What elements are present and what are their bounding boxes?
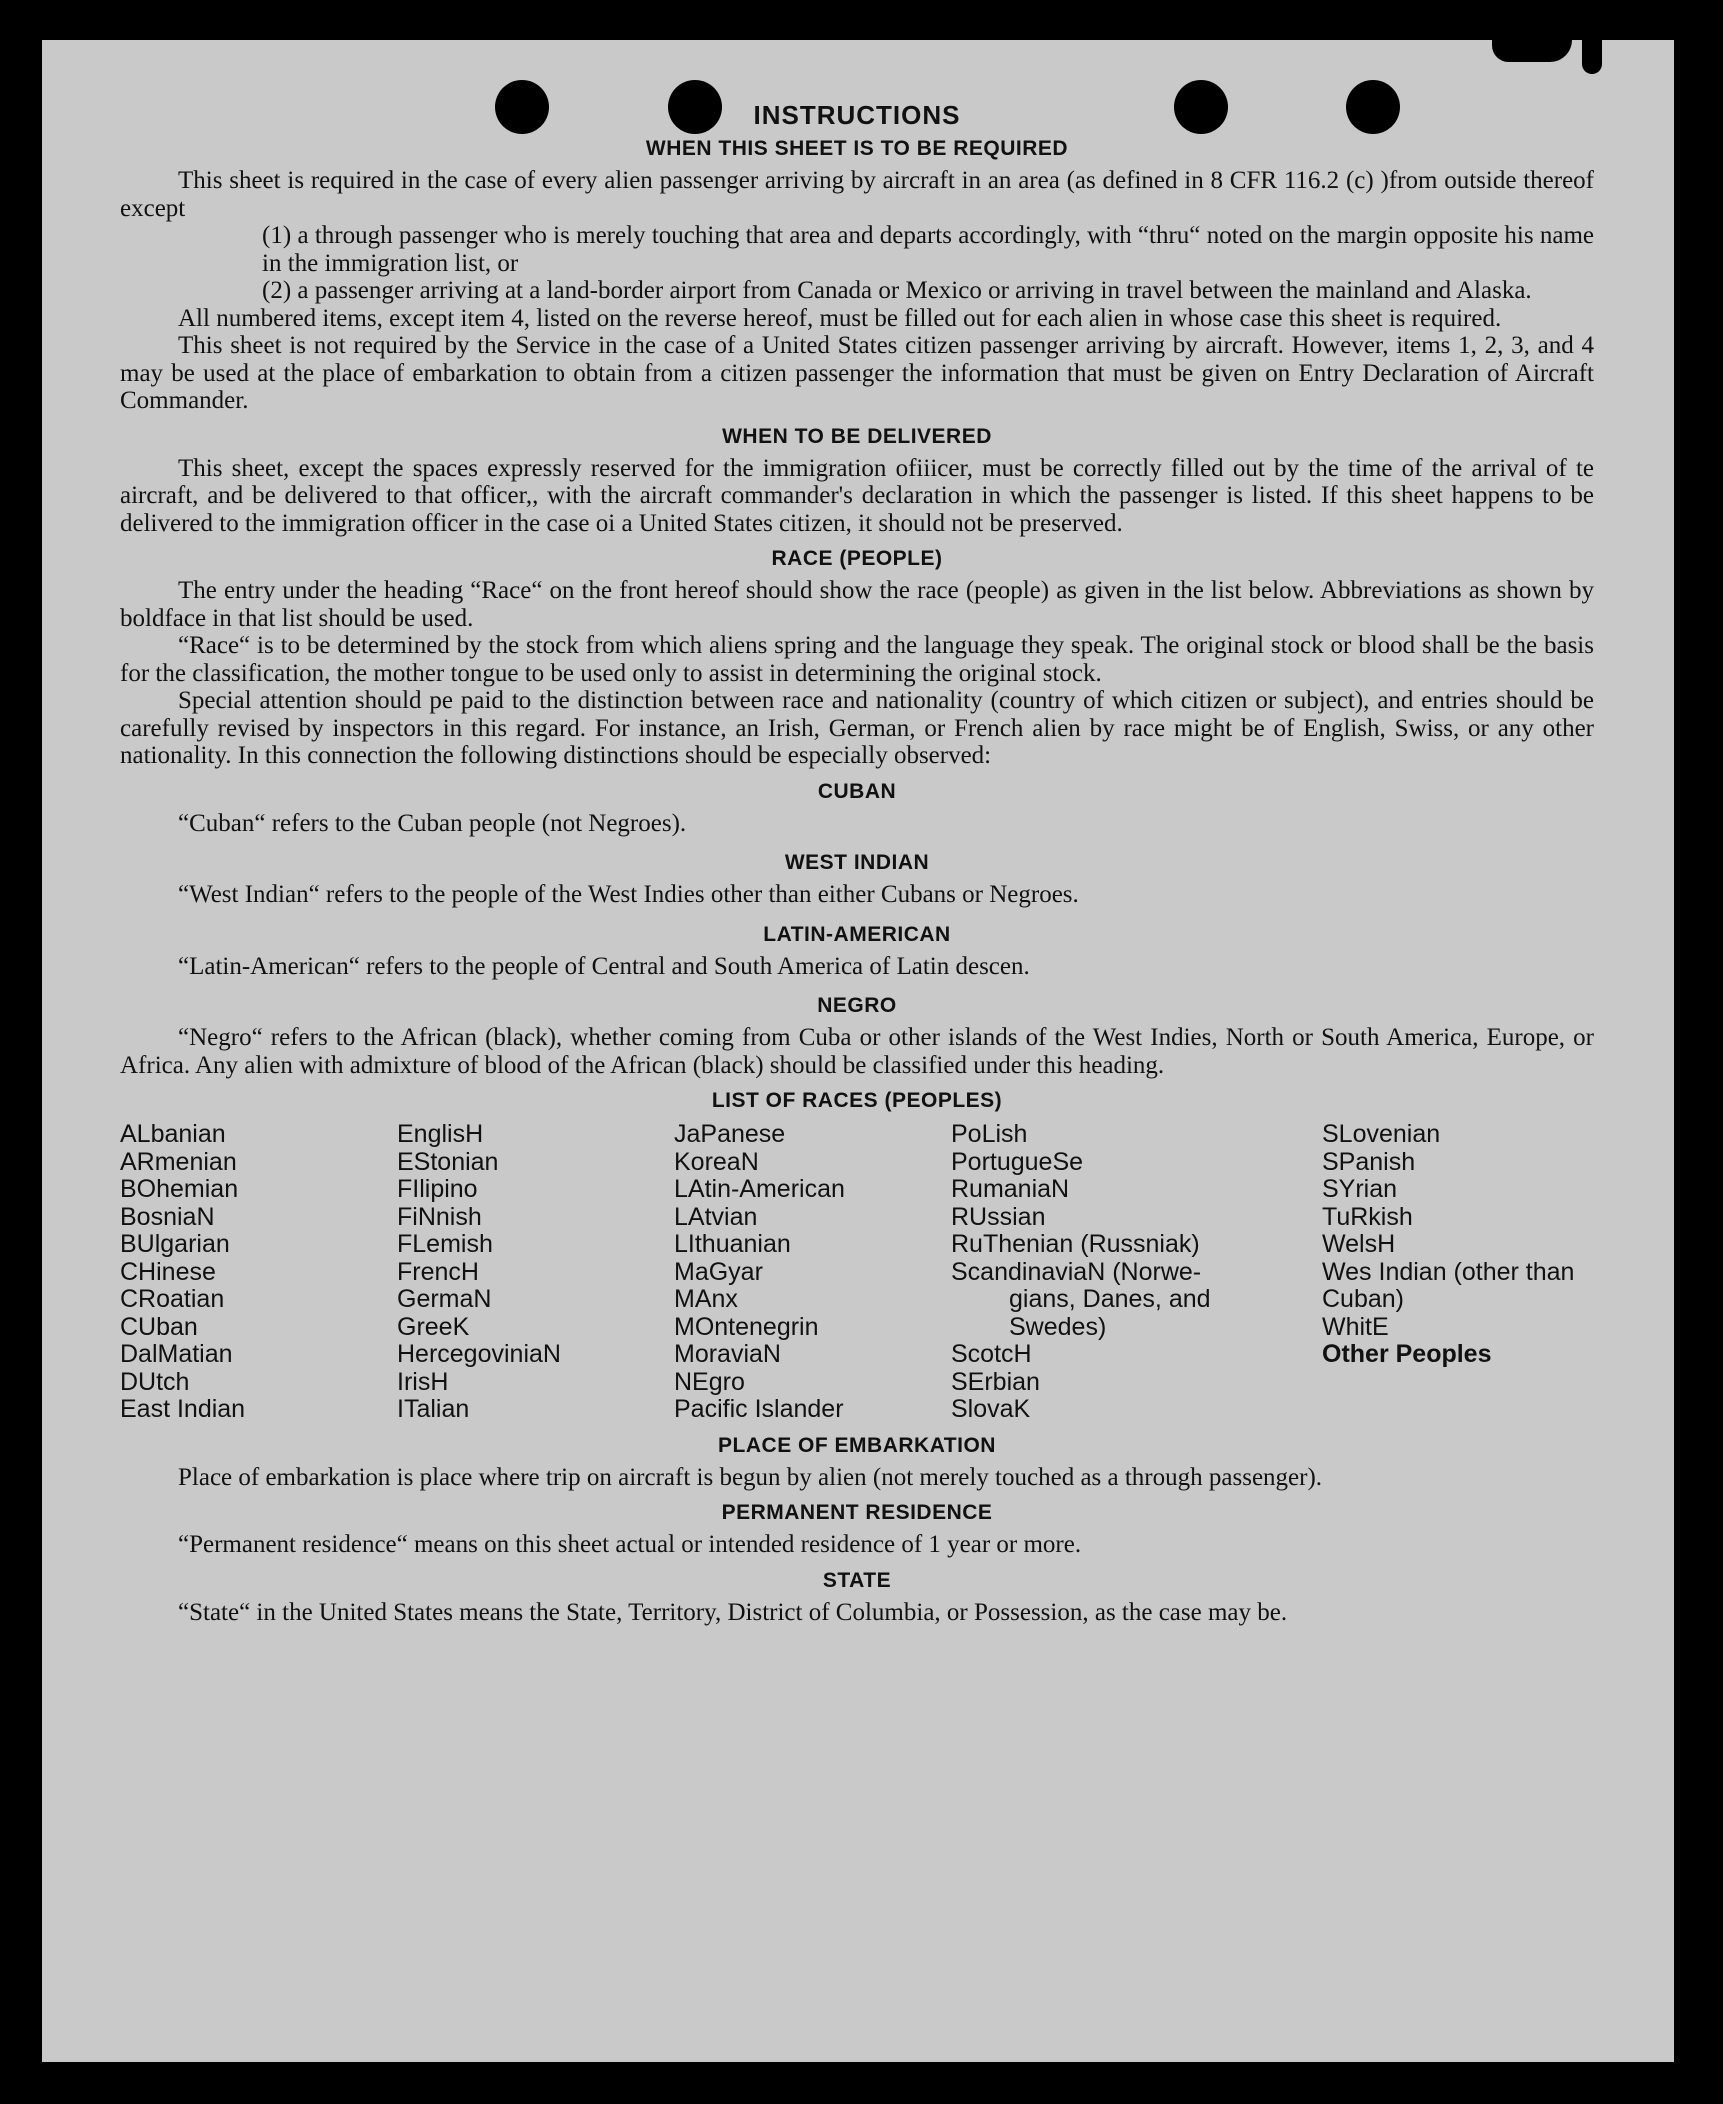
race-item: RumaniaN	[951, 1175, 1070, 1203]
heading-west-indian: WEST INDIAN	[784, 851, 930, 874]
heading-when-required: WHEN THIS SHEET IS TO BE REQUIRED	[645, 137, 1069, 160]
heading-embarkation: PLACE OF EMBARKATION	[718, 1433, 996, 1457]
race-item: ITalian	[397, 1395, 470, 1423]
heading-negro: NEGRO	[817, 994, 897, 1017]
race-item: GreeK	[397, 1312, 470, 1341]
race-item: FiNnish	[397, 1202, 482, 1231]
race-item: FrencH	[397, 1257, 479, 1286]
paragraph-when-delivered: This sheet, except the spaces expressly reserved for the immigration ofiiicer, must be correctly filled out by the time of the arrival of te aircraft, and be delivered to that officer,, with the aircraft commander's declaration in which the passenger is listed. If this sheet happens to be delivered to the immigration officer in the case oi a United States citizen, it should not be preserved.	[120, 454, 1594, 537]
race-item: Pacific Islander	[674, 1395, 844, 1423]
heading-when-delivered: WHEN TO BE DELIVERED	[722, 424, 992, 448]
race-item: BUlgarian	[120, 1230, 230, 1258]
race-item: SlovaK	[951, 1395, 1031, 1423]
race-item: JaPanese	[674, 1120, 786, 1148]
paragraph-negro: “Negro“ refers to the African (black), whether coming from Cuba or other islands of the West Indies, North or South America, Europe, or Africa. Any alien with admixture of blood of the African (black) should be classified under this heading.	[120, 1024, 1594, 1079]
race-item: LIthuanian	[674, 1230, 791, 1258]
race-item: MaGyar	[674, 1257, 763, 1286]
race-item: ALbanian	[120, 1120, 226, 1148]
race-item: FLemish	[397, 1230, 493, 1258]
race-item: KoreaN	[674, 1147, 759, 1176]
race-item: PortugueSe	[951, 1147, 1084, 1176]
race-item: BosniaN	[120, 1202, 215, 1231]
paragraph-when-required-intro: This sheet is required in the case of every alien passenger arriving by aircraft in an area (as defined in 8 CFR 116.2 (c) )from outside thereof except	[120, 167, 1594, 222]
paragraph-cuban: “Cuban“ refers to the Cuban people (not Negroes).	[178, 809, 687, 837]
heading-permanent-residence: PERMANENT RESIDENCE	[721, 1501, 993, 1524]
race-item: TuRkish	[1322, 1202, 1413, 1231]
race-item: EnglisH	[397, 1120, 484, 1148]
race-item: CUban	[120, 1312, 198, 1341]
race-item: MoraviaN	[674, 1340, 781, 1368]
race-item: CHinese	[120, 1257, 216, 1286]
exception-item-1: (1) a through passenger who is merely touching that area and departs accordingly, with “thru“ noted on the margin opposite his name in the immigration list, or	[262, 222, 1594, 277]
races-column	[951, 1121, 1322, 1424]
race-item: NEgro	[674, 1367, 745, 1396]
race-item: CRoatian	[120, 1285, 225, 1313]
paragraph-race-1: The entry under the heading “Race“ on the front hereof should show the race (people) as given in the list below. Abbreviations as shown by boldface in that list should be used.	[120, 577, 1594, 632]
race-item: FIlipino	[397, 1175, 478, 1203]
race-item: gians, Danes, and	[1009, 1285, 1211, 1313]
race-item: DalMatian	[120, 1340, 233, 1368]
heading-state: STATE	[822, 1568, 892, 1592]
race-item: ScandinaviaN (Norwe-	[951, 1257, 1202, 1286]
torn-corner	[1492, 40, 1572, 62]
paragraph-west-indian: “West Indian“ refers to the people of the West Indies other than either Cubans or Negroes.	[178, 881, 1079, 908]
race-item: LAtin-American	[674, 1175, 845, 1203]
race-item: Wes Indian (other than Cuban)	[1322, 1257, 1575, 1313]
race-item: SYrian	[1322, 1175, 1398, 1203]
race-item: SPanish	[1322, 1147, 1416, 1176]
race-item: RUssian	[951, 1202, 1046, 1231]
race-item: RuThenian (Russniak)	[951, 1230, 1200, 1258]
race-item: East Indian	[120, 1395, 246, 1423]
race-item: Swedes)	[1009, 1312, 1107, 1341]
paragraph-race-2: “Race“ is to be determined by the stock from which aliens spring and the language they speak. The original stock or blood shall be the basis for the classification, the mother tongue to be used only to assist in determining the original stock.	[120, 632, 1594, 687]
document-page	[42, 40, 1674, 2062]
race-item: HercegoviniaN	[397, 1340, 561, 1368]
heading-list-of-races: LIST OF RACES (PEOPLES)	[711, 1089, 1003, 1112]
race-item: GermaN	[397, 1285, 492, 1313]
race-item: IrisH	[397, 1367, 449, 1396]
race-item: WhitE	[1322, 1312, 1389, 1341]
heading-latin-american: LATIN-AMERICAN	[763, 922, 951, 946]
race-item: ScotcH	[951, 1340, 1032, 1368]
paragraph-embarkation: Place of embarkation is place where trip on aircraft is begun by alien (not merely touched as a through passenger).	[178, 1463, 1323, 1491]
race-item: DUtch	[120, 1367, 190, 1396]
heading-race: RACE (PEOPLE)	[771, 547, 943, 570]
race-item: SLovenian	[1322, 1120, 1441, 1148]
instructions-content	[120, 100, 1594, 1626]
race-item: ARmenian	[120, 1147, 237, 1176]
heading-cuban: CUBAN	[817, 779, 897, 803]
paragraph-latin-american: “Latin-American“ refers to the people of Central and South America of Latin descen.	[178, 952, 1030, 980]
races-column	[120, 1121, 397, 1424]
race-item: MAnx	[674, 1285, 738, 1313]
torn-corner	[1582, 40, 1602, 74]
race-item: BOhemian	[120, 1175, 239, 1203]
page-title: INSTRUCTIONS	[753, 100, 961, 130]
race-item: PoLish	[951, 1120, 1028, 1148]
race-item: Other Peoples	[1322, 1340, 1492, 1368]
race-item: WelsH	[1322, 1230, 1396, 1258]
races-column	[397, 1121, 674, 1424]
races-column	[674, 1121, 951, 1424]
paragraph-race-3: Special attention should pe paid to the distinction between race and nationality (country of which citizen or subject), and entries should be carefully revised by inspectors in this regard. For instance, an Irish, German, or French alien by race might be of English, Swiss, or any other nationality. In this connection the following distinctions should be especially observed:	[120, 687, 1594, 769]
race-item: EStonian	[397, 1147, 499, 1176]
race-item: LAtvian	[674, 1202, 758, 1231]
races-column	[1322, 1121, 1594, 1424]
race-item: SErbian	[951, 1367, 1040, 1396]
paragraph-citizen: This sheet is not required by the Service in the case of a United States citizen passenger arriving by aircraft. However, items 1, 2, 3, and 4 may be used at the place of embarkation to obtain from a citizen passenger the information that must be given on Entry Declaration of Aircraft Commander.	[120, 332, 1594, 414]
races-list	[120, 1121, 1594, 1424]
paragraph-permanent-residence: “Permanent residence“ means on this sheet actual or intended residence of 1 year or more.	[178, 1531, 1082, 1558]
exception-item-2: (2) a passenger arriving at a land-border airport from Canada or Mexico or arriving in travel between the mainland and Alaska.	[262, 277, 1532, 304]
race-item: MOntenegrin	[674, 1312, 819, 1341]
paragraph-numbered-items: All numbered items, except item 4, listed on the reverse hereof, must be filled out for each alien in whose case this sheet is required.	[178, 304, 1502, 332]
paragraph-state: “State“ in the United States means the State, Territory, District of Columbia, or Possession, as the case may be.	[178, 1598, 1288, 1626]
